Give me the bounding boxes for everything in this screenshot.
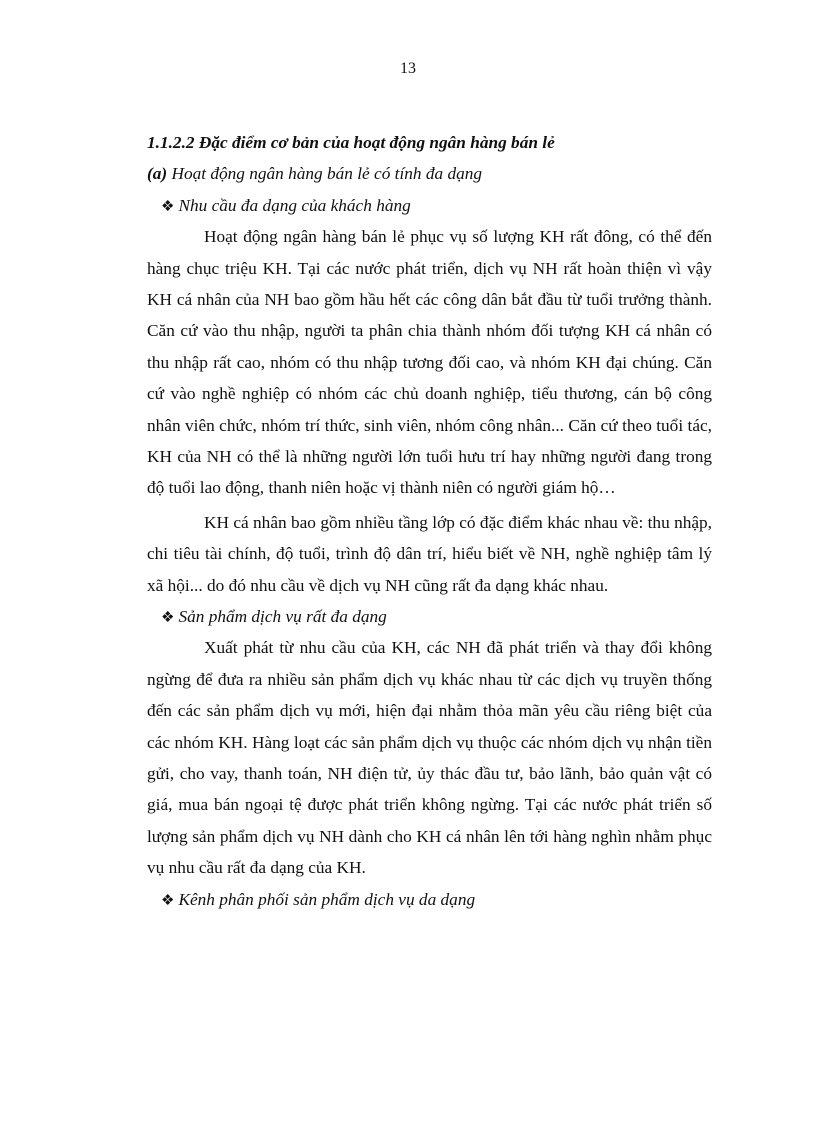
bullet-heading: [147, 884, 712, 915]
bullet-heading: [147, 601, 712, 632]
body-paragraph: KH cá nhân bao gồm nhiều tầng lớp có đặc điểm khác nhau về: thu nhập, chi tiêu tài chính, độ tuổi, trình độ dân trí, hiểu biết về NH, nghề nghiệp tâm lý xã hội... do đó nhu cầu về dịch vụ NH cũng rất đa dạng khác nhau.: [147, 512, 712, 595]
subsection-title: Hoạt động ngân hàng bán lẻ có tính đa dạng: [167, 164, 483, 184]
bullet-heading-text: Nhu cầu đa dạng của khách hàng: [178, 195, 411, 215]
diamond-bullet-icon: ❖: [161, 610, 175, 627]
subsection-heading: [147, 158, 712, 189]
diamond-bullet-icon: ❖: [161, 892, 175, 909]
subsection-label: (a): [147, 164, 168, 184]
section-heading: 1.1.2.2 Đặc điểm cơ bản của hoạt động ngân hàng bán lẻ: [147, 133, 555, 152]
diamond-bullet-icon: ❖: [161, 198, 175, 215]
body-paragraph: Xuất phát từ nhu cầu của KH, các NH đã phát triển và thay đổi không ngừng để đưa ra nhiều sản phẩm dịch vụ khác nhau từ các dịch vụ truyền thống đến các sản phẩm dịch vụ mới, hiện đại nhằm thỏa mãn yêu cầu riêng biệt của các nhóm KH. Hàng loạt các sản phẩm dịch vụ thuộc các nhóm dịch vụ nhận tiền gửi, cho vay, thanh toán, NH điện tử, ủy thác đầu tư, bảo lãnh, bảo quản vật có giá, mua bán ngoại tệ được phát triển không ngừng. Tại các nước phát triển số lượng sản phẩm dịch vụ NH dành cho KH cá nhân lên tới hàng nghìn nhằm phục vụ nhu cầu rất đa dạng của KH.: [147, 638, 712, 878]
body-paragraph: Hoạt động ngân hàng bán lẻ phục vụ số lượng KH rất đông, có thể đến hàng chục triệu KH. Tại các nước phát triển, dịch vụ NH rất hoàn thiện vì vậy KH cá nhân của NH bao gồm hầu hết các công dân bắt đầu từ tuổi trưởng thành. Căn cứ vào thu nhập, người ta phân chia thành nhóm đối tượng KH cá nhân có thu nhập rất cao, nhóm có thu nhập tương đối cao, và nhóm KH đại chúng. Căn cứ vào nghề nghiệp có nhóm các chủ doanh nghiệp, tiểu thương, cán bộ công nhân viên chức, nhóm trí thức, sinh viên, nhóm công nhân... Căn cứ theo tuổi tác, KH của NH có thể là những người lớn tuổi hưu trí hay những người đang trong độ tuổi lao động, thanh niên hoặc vị thành niên có người giám hộ…: [147, 227, 712, 498]
bullet-heading-text: Kênh phân phối sản phẩm dịch vụ da dạng: [178, 889, 476, 909]
page-body: [147, 127, 712, 915]
bullet-heading: [147, 190, 712, 221]
page-number: 13: [400, 60, 416, 77]
bullet-heading-text: Sản phẩm dịch vụ rất đa dạng: [178, 607, 387, 627]
